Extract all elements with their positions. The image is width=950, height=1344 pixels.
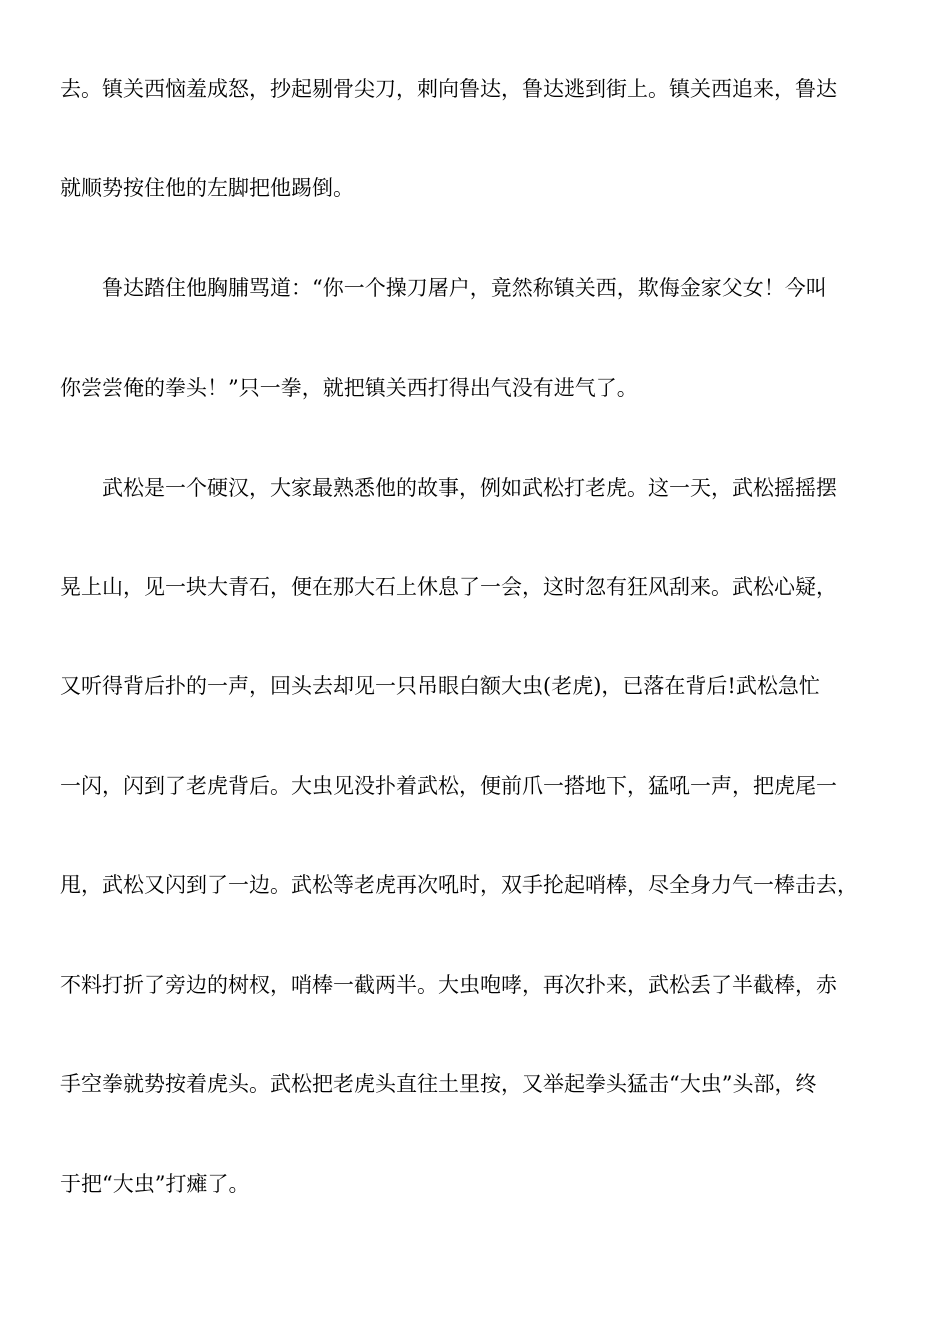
text-line: 又听得背后扑的一声，回头去却见一只吊眼白额大虫(老虎)，已落在背后!武松急忙 — [60, 674, 820, 698]
text-line: 不料打折了旁边的树杈，哨棒一截两半。大虫咆哮，再次扑来，武松丢了半截棒，赤 — [60, 973, 837, 997]
text-line: 武松是一个硬汉，大家最熟悉他的故事，例如武松打老虎。这一天，武松摇摇摆 — [102, 476, 837, 500]
text-line: 于把“大虫”打瘫了。 — [60, 1172, 250, 1196]
text-line: 就顺势按住他的左脚把他踢倒。 — [60, 176, 354, 200]
text-line: 去。镇关西恼羞成怒，抄起剔骨尖刀，刺向鲁达，鲁达逃到街上。镇关西追来，鲁达 — [60, 77, 837, 101]
text-line: 甩，武松又闪到了一边。武松等老虎再次吼时，双手抡起哨棒，尽全身力气一棒击去， — [60, 873, 858, 897]
text-line: 鲁达踏住他胸脯骂道：“你一个操刀屠户，竟然称镇关西，欺侮金家父女！今叫 — [102, 276, 827, 300]
text-line: 晃上山，见一块大青石，便在那大石上休息了一会，这时忽有狂风刮来。武松心疑， — [60, 575, 837, 599]
text-line: 你尝尝俺的拳头！”只一拳，就把镇关西打得出气没有进气了。 — [60, 376, 638, 400]
text-line: 一闪，闪到了老虎背后。大虫见没扑着武松，便前爪一搭地下，猛吼一声，把虎尾一 — [60, 774, 837, 798]
text-line: 手空拳就势按着虎头。武松把老虎头直往土里按，又举起拳头猛击“大虫”头部，终 — [60, 1072, 817, 1096]
